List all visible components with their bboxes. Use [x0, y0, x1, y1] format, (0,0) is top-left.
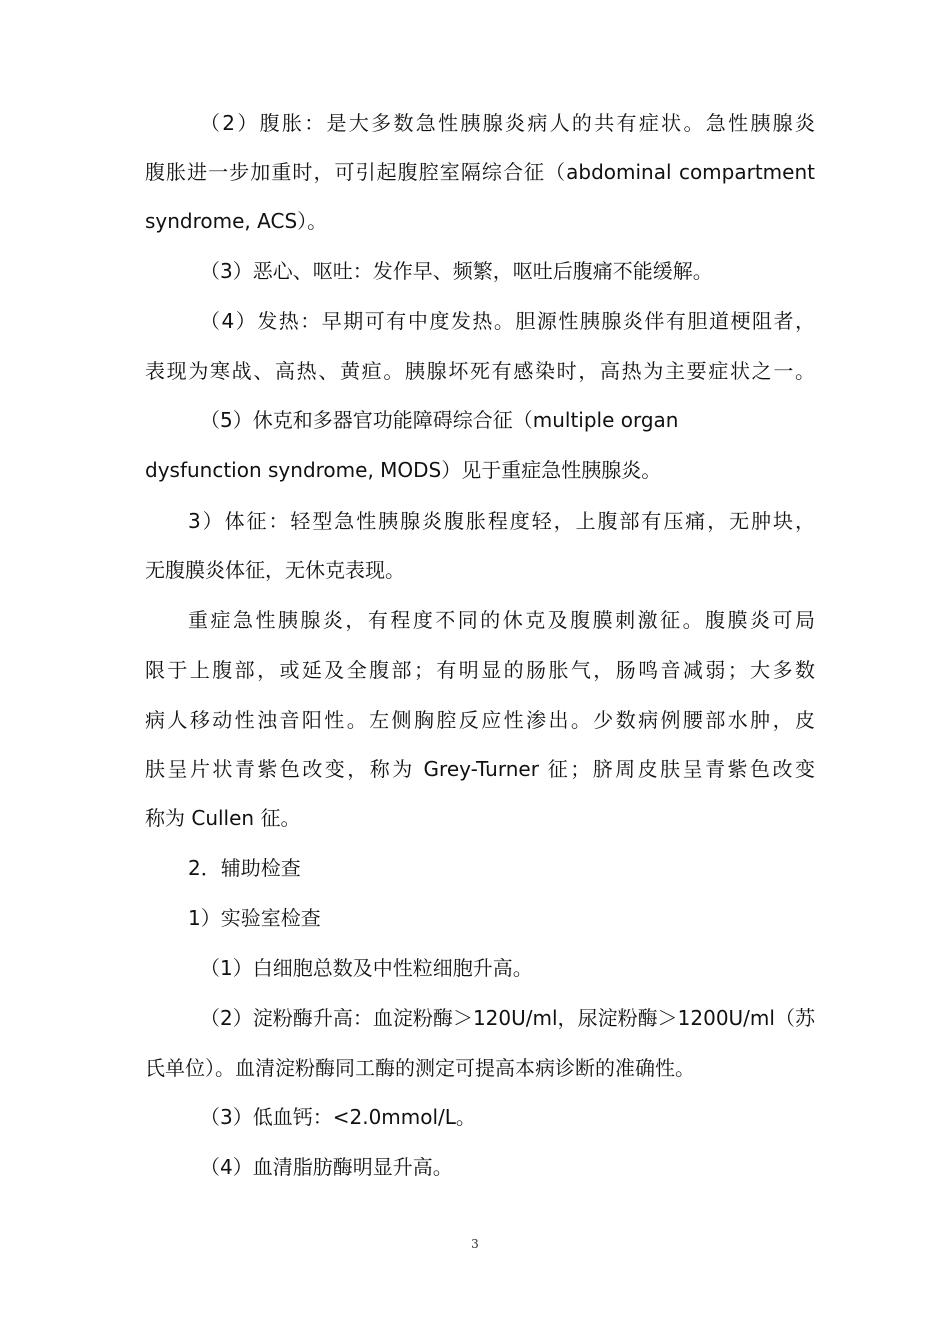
- text-line: 腹胀进一步加重时，可引起腹腔室隔综合征（abdominal compartment: [145, 160, 815, 184]
- section-heading: 2．辅助检查: [188, 856, 301, 880]
- text-line: 病人移动性浊音阳性。左侧胸腔反应性渗出。少数病例腰部水肿，皮: [145, 708, 815, 732]
- text-line: （3）恶心、呕吐：发作早、频繁，呕吐后腹痛不能缓解。: [200, 259, 713, 283]
- subsection-heading: 1）实验室检查: [188, 906, 321, 930]
- text-line: （2）腹胀：是大多数急性胰腺炎病人的共有症状。急性胰腺炎: [200, 111, 815, 135]
- text-line: dysfunction syndrome, MODS）见于重症急性胰腺炎。: [145, 458, 662, 482]
- text-line: 无腹膜炎体征，无休克表现。: [145, 558, 405, 582]
- text-line: 肤呈片状青紫色改变，称为 Grey-Turner 征；脐周皮肤呈青紫色改变: [145, 757, 815, 781]
- text-line: （2）淀粉酶升高：血淀粉酶＞120U/ml，尿淀粉酶＞1200U/ml（苏: [200, 1006, 815, 1030]
- text-line: （4）血清脂肪酶明显升高。: [200, 1155, 453, 1179]
- text-line: 称为 Cullen 征。: [145, 806, 301, 830]
- text-line: 重症急性胰腺炎，有程度不同的休克及腹膜刺激征。腹膜炎可局: [188, 608, 815, 632]
- page-number: 3: [471, 1237, 479, 1251]
- text-line: （3）低血钙：<2.0mmol/L。: [200, 1105, 476, 1129]
- text-line: （1）白细胞总数及中性粒细胞升高。: [200, 956, 533, 980]
- text-line: syndrome, ACS）。: [145, 209, 328, 233]
- text-line: （4）发热：早期可有中度发热。胆源性胰腺炎伴有胆道梗阻者，: [200, 309, 815, 333]
- text-line: （5）休克和多器官功能障碍综合征（multiple organ: [200, 408, 679, 432]
- text-line: 限于上腹部，或延及全腹部；有明显的肠胀气，肠鸣音减弱；大多数: [145, 658, 815, 682]
- text-line: 3）体征：轻型急性胰腺炎腹胀程度轻，上腹部有压痛，无肿块，: [188, 509, 815, 533]
- text-line: 表现为寒战、高热、黄疸。胰腺坏死有感染时，高热为主要症状之一。: [145, 359, 815, 383]
- text-line: 氏单位）。血清淀粉酶同工酶的测定可提高本病诊断的准确性。: [145, 1056, 695, 1080]
